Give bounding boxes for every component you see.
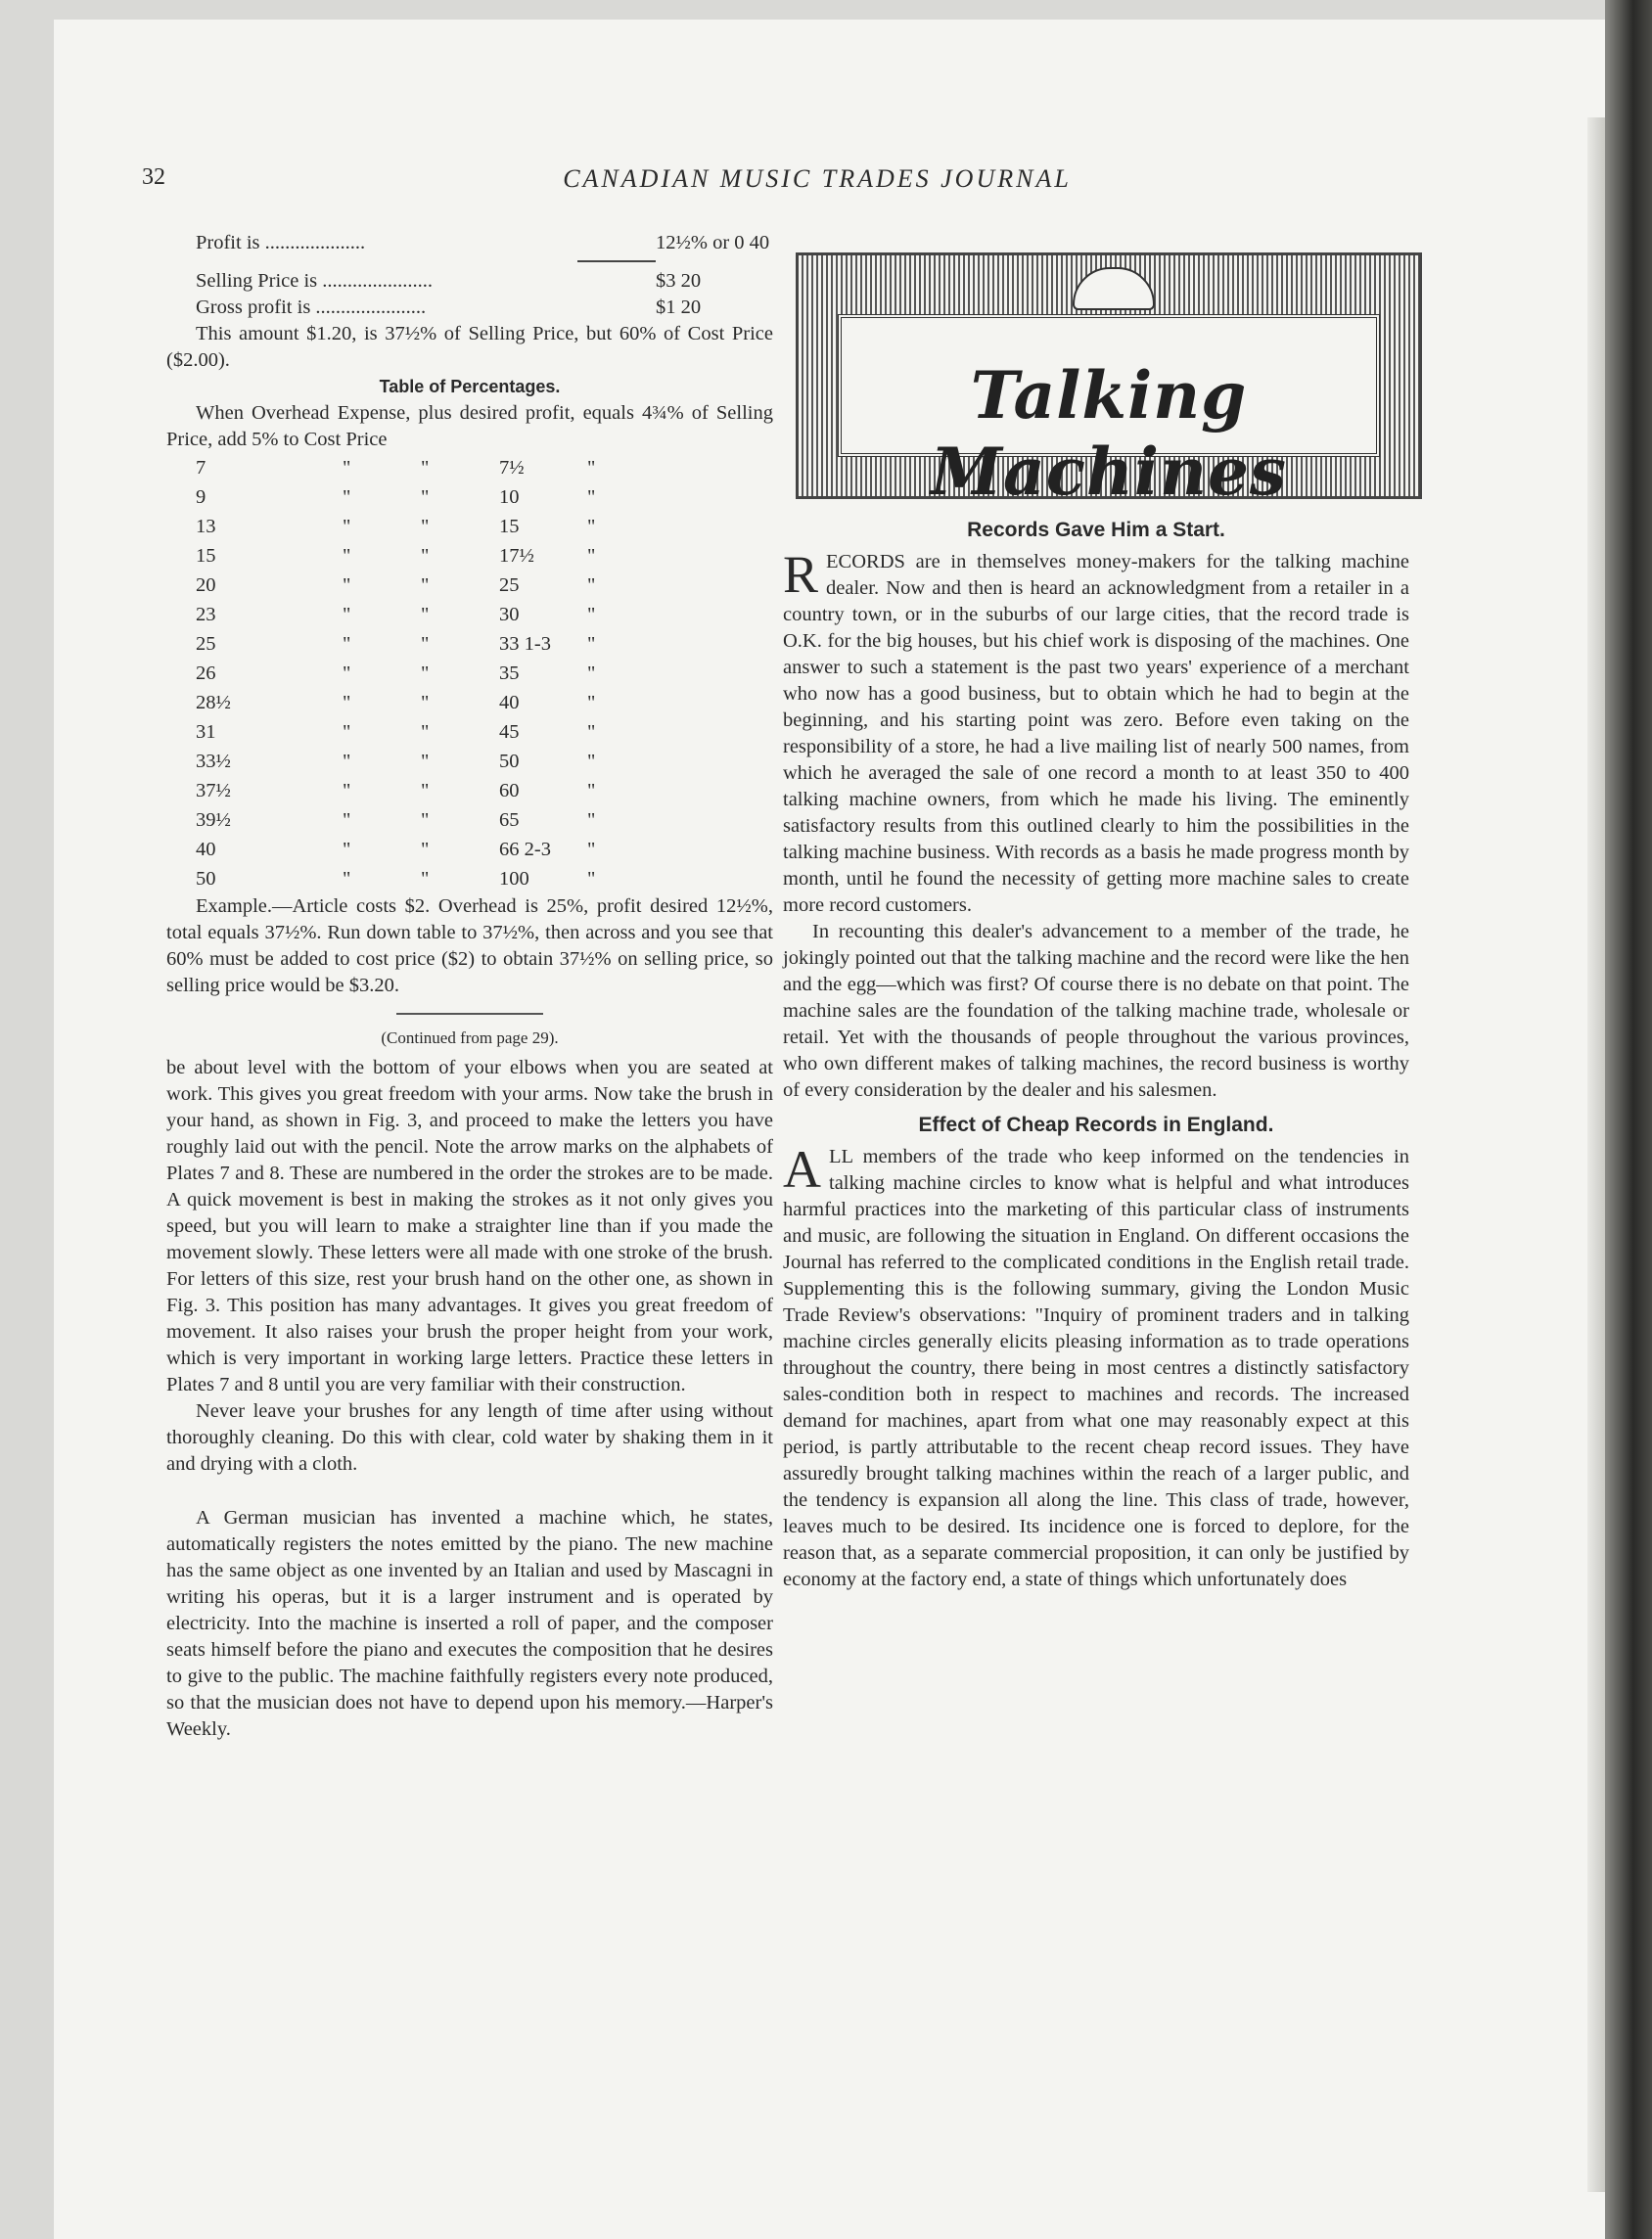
ditto-mark: " — [421, 456, 430, 479]
profit-line — [196, 230, 773, 256]
ditto-mark: " — [587, 573, 596, 596]
table-row — [196, 453, 665, 482]
table-row — [196, 482, 665, 512]
overhead-percent-cell: 23 — [196, 603, 216, 625]
ditto-mark: " — [421, 485, 430, 508]
continued-note: (Continued from page 29). — [381, 1028, 559, 1047]
table-row — [196, 688, 665, 717]
england-paragraph-text: LL members of the trade who keep informed on the tendencies in talking machine circles to know what is helpful and what introduces harmful practices into the marketing of this particular class of instruments and music, are following the situation in England. On different occasions the Journal has referred to the complicated conditions in the English retail trade. Supplementing this is the following summary, giving the London Music Trade Review's observations: "Inquiry of prominent traders and in talking machine circles generally elicits pleasing information as to trade operations throughout the country, there being in most centres a distinctly satisfactory sales-condition both in respect to machines and records. The increased demand for machines, apart from what one may reasonably expect at this period, is partly attributable to the recent cheap record issues. They have assuredly brought talking machines within the reach of a larger public, and the tendency is expansion all along the line. This class of trade, however, leaves much to be desired. Its incidence one is forced to deplore, for the reason that, as a separate commercial proposition, it can only be justified by economy at the factory end, a state of things which unfortunately does — [783, 1146, 1409, 1590]
cost-percent-cell: 35 — [499, 662, 520, 684]
ditto-mark: " — [587, 720, 596, 743]
overhead-percent-cell: 28½ — [196, 691, 231, 713]
ditto-mark: " — [587, 808, 596, 831]
ditto-mark: " — [587, 662, 596, 684]
ditto-mark: " — [587, 632, 596, 655]
overhead-percent-cell: 39½ — [196, 808, 231, 831]
continued-paragraph-1: be about level with the bottom of your elbows when you are seated at work. This gives you great freedom with your arms. Now take the brush in your hand, as shown in Fig. 3, and proceed to make the letters you have roughly laid out with the pencil. Note the arrow marks on the alphabets of Plates 7 and 8. These are numbered in the order the strokes are to be made. A quick movement is best in making the strokes as it not only gives you speed, but you will learn to make a straighter line than if you made the movement slowly. These letters were all made with one stroke of the brush. For letters of this size, rest your brush hand on the other one, as shown in Fig. 3. This position has many advantages. It gives you great freedom of movement. It also raises your brush the proper height from your work, which is very important in working large letters. Practice these letters in Plates 7 and 8 until you are very familiar with their construction. — [166, 1057, 773, 1395]
cost-percent-cell: 15 — [499, 515, 520, 537]
selling-value: $3 20 — [656, 270, 702, 292]
ditto-mark: " — [343, 662, 351, 684]
ditto-mark: " — [421, 573, 430, 596]
cost-percent-cell: 65 — [499, 808, 520, 831]
ditto-mark: " — [343, 632, 351, 655]
section-rule — [396, 1013, 543, 1015]
ditto-mark: " — [343, 808, 351, 831]
table-row — [196, 629, 665, 659]
ditto-mark: " — [421, 838, 430, 860]
cost-percent-cell: 25 — [499, 573, 520, 596]
banner-panel — [838, 314, 1380, 510]
cost-percent-cell: 7½ — [499, 456, 525, 479]
overhead-percent-cell: 31 — [196, 720, 216, 743]
table-row — [196, 541, 665, 571]
gross-value: $1 20 — [656, 297, 702, 318]
overhead-percent-cell: 33½ — [196, 750, 231, 772]
ditto-mark: " — [587, 867, 596, 890]
ditto-mark: " — [343, 485, 351, 508]
ditto-mark: " — [421, 691, 430, 713]
ditto-mark: " — [421, 808, 430, 831]
cost-percent-cell: 60 — [499, 779, 520, 801]
ditto-mark: " — [587, 838, 596, 860]
overhead-percent-cell: 26 — [196, 662, 216, 684]
overhead-percent-cell: 9 — [196, 485, 206, 508]
example-paragraph: Example.—Article costs $2. Overhead is 25%, profit desired 12½%, total equals 37½%. Run down table to 37½%, then across and you see that 60% must be added to cost price ($2) to obtain 37½% on selling price, so selling price would be $3.20. — [166, 895, 773, 996]
ditto-mark: " — [587, 515, 596, 537]
overhead-percent-cell: 7 — [196, 456, 206, 479]
records-heading: Records Gave Him a Start. — [967, 519, 1225, 541]
percentage-table — [196, 453, 665, 893]
ditto-mark: " — [587, 544, 596, 567]
ditto-mark: " — [343, 456, 351, 479]
overhead-percent-cell: 15 — [196, 544, 216, 567]
cost-percent-cell: 10 — [499, 485, 520, 508]
table-row — [196, 512, 665, 541]
cost-percent-cell: 30 — [499, 603, 520, 625]
cost-percent-cell: 17½ — [499, 544, 534, 567]
ditto-mark: " — [421, 515, 430, 537]
binding-edge — [1587, 117, 1605, 2192]
cost-percent-cell: 45 — [499, 720, 520, 743]
book-binding — [1605, 0, 1652, 2239]
overhead-percent-cell: 50 — [196, 867, 216, 890]
drop-cap-r: R — [783, 545, 819, 604]
selling-line — [196, 268, 773, 295]
selling-label: Selling Price is ...................... — [196, 270, 434, 292]
overhead-percent-cell: 25 — [196, 632, 216, 655]
amount-paragraph: This amount $1.20, is 37½% of Selling Price, but 60% of Cost Price ($2.00). — [166, 323, 773, 371]
ditto-mark: " — [421, 603, 430, 625]
ditto-mark: " — [587, 485, 596, 508]
page-number: 32 — [142, 164, 165, 190]
right-column — [783, 509, 1409, 1593]
ditto-mark: " — [421, 720, 430, 743]
banner-title: Talking Machines — [930, 357, 1288, 510]
ditto-mark: " — [343, 603, 351, 625]
ditto-mark: " — [343, 867, 351, 890]
records-paragraph-1 — [783, 545, 1409, 919]
profit-label: Profit is .................... — [196, 232, 366, 253]
england-heading: Effect of Cheap Records in England. — [918, 1114, 1274, 1136]
cost-percent-cell: 66 2-3 — [499, 838, 551, 860]
table-row — [196, 864, 665, 893]
gross-line — [196, 295, 773, 321]
table-title: Table of Percentages. — [379, 377, 561, 396]
table-row — [196, 600, 665, 629]
records-paragraph-2: In recounting this dealer's advancement to a member of the trade, he jokingly pointed out that the talking machine and the record were like the hen and the egg—which was first? Of course there is no debate on that point. The machine sales are the foundation of the talking machine trade, wholesale or retail. Yet with the thousands of people throughout the various provinces, who own different makes of talking machines, the record business is worthy of every consideration by the dealer and his salesmen. — [783, 921, 1409, 1101]
ditto-mark: " — [587, 779, 596, 801]
table-row — [196, 571, 665, 600]
table-row — [196, 717, 665, 747]
table-row — [196, 835, 665, 864]
ditto-mark: " — [421, 779, 430, 801]
drop-cap-a: A — [783, 1140, 821, 1199]
table-row — [196, 747, 665, 776]
table-row — [196, 805, 665, 835]
ditto-mark: " — [343, 573, 351, 596]
sum-rule — [577, 260, 656, 262]
journal-title: CANADIAN MUSIC TRADES JOURNAL — [563, 164, 1072, 193]
ditto-mark: " — [343, 515, 351, 537]
overhead-percent-cell: 13 — [196, 515, 216, 537]
table-row — [196, 659, 665, 688]
ditto-mark: " — [587, 603, 596, 625]
gross-label: Gross profit is ...................... — [196, 297, 427, 318]
ditto-mark: " — [421, 544, 430, 567]
ditto-mark: " — [343, 838, 351, 860]
left-column — [166, 230, 773, 1743]
ditto-mark: " — [587, 750, 596, 772]
cost-percent-cell: 40 — [499, 691, 520, 713]
ditto-mark: " — [343, 779, 351, 801]
continued-paragraph-2: Never leave your brushes for any length of time after using without thoroughly cleaning. Do this with clear, cold water by shaking them in it and drying with a cloth. — [166, 1400, 773, 1475]
cost-percent-cell: 100 — [499, 867, 529, 890]
ditto-mark: " — [587, 691, 596, 713]
ditto-mark: " — [421, 662, 430, 684]
cost-percent-cell: 50 — [499, 750, 520, 772]
ditto-mark: " — [587, 456, 596, 479]
talking-machines-banner — [796, 252, 1422, 510]
england-paragraph — [783, 1140, 1409, 1593]
ditto-mark: " — [343, 750, 351, 772]
table-description: When Overhead Expense, plus desired profit, equals 4¾% of Selling Price, add 5% to Cost Price — [166, 402, 773, 450]
ditto-mark: " — [343, 544, 351, 567]
ditto-mark: " — [421, 867, 430, 890]
profit-value: 12½% or 0 40 — [656, 232, 770, 253]
overhead-percent-cell: 20 — [196, 573, 216, 596]
banner-ornament-icon — [1073, 267, 1155, 310]
ditto-mark: " — [421, 632, 430, 655]
page-header — [142, 164, 1414, 213]
table-row — [196, 776, 665, 805]
german-musician-paragraph: A German musician has invented a machine which, he states, automatically registers the notes emitted by the piano. The new machine has the same object as one invented by an Italian and used by Mascagni in writing his operas, but it is a larger instrument and is operated by electricity. Into the machine is inserted a roll of paper, and the composer seats himself before the piano and executes the composition that he desires to give to the public. The machine faithfully registers every note produced, so that the musician does not have to depend upon his memory.—Harper's Weekly. — [166, 1507, 773, 1740]
ditto-mark: " — [421, 750, 430, 772]
overhead-percent-cell: 40 — [196, 838, 216, 860]
ditto-mark: " — [343, 691, 351, 713]
spacer — [166, 1478, 773, 1505]
overhead-percent-cell: 37½ — [196, 779, 231, 801]
cost-percent-cell: 33 1-3 — [499, 632, 551, 655]
records-paragraph-1-text: ECORDS are in themselves money-makers for the talking machine dealer. Now and then is heard an acknowledgment from a retailer in a country town, or in the suburbs of our large cities, that the record trade is O.K. for the big houses, but his chief work is disposing of the machines. One answer to such a statement is the past two years' experience of a merchant who now has a good business, but to obtain which he had to begin at the beginning, and his starting point was zero. Before even taking on the responsibility of a store, he had a live mailing list of nearly 500 names, from which he averaged the sale of one record a month to at least 350 to 400 talking machine owners, from which he made his living. The eminently satisfactory results from this outlined clearly to him the possibilities in the talking machine business. With records as a basis he made progress month by month, until he found the necessity of getting more machine sales to create more record customers. — [783, 551, 1409, 916]
ditto-mark: " — [343, 720, 351, 743]
